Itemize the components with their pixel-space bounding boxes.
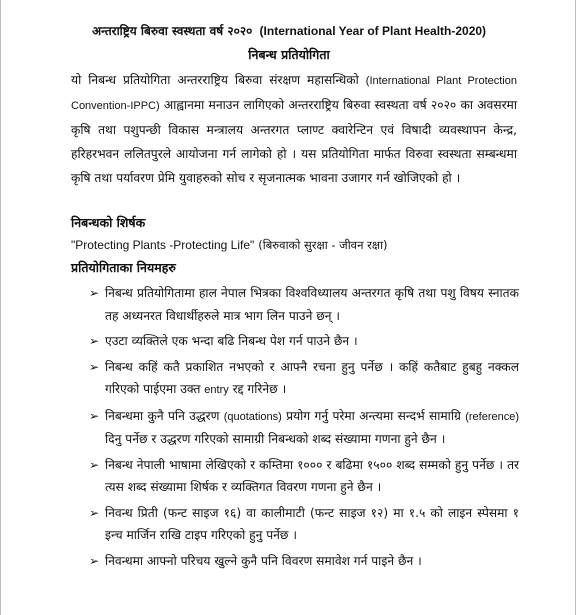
page-subtitle: निबन्ध प्रतियोगिता <box>248 47 330 62</box>
list-item <box>89 550 519 573</box>
arrow-bullet-icon: ➢ <box>89 286 100 300</box>
title-nepali: अन्तराष्ट्रिय बिरुवा स्वस्थता वर्ष २०२० <box>91 24 253 38</box>
rule-text: निवन्ध प्रिती (फन्ट साइज १६) वा कालीमाटी (फन्ट साइज १२) मा १.५ को लाइन स्पेसमा १ इन्च मार्जिन राखि टाइप गरिएको हुनु पर्नेछ । <box>105 505 519 542</box>
list-item <box>89 405 519 451</box>
topic-quote-nepali: (बिरुवाको सुरक्षा - जीवन रक्षा) <box>258 238 388 252</box>
arrow-bullet-icon: ➢ <box>89 408 100 423</box>
topic-quote <box>71 237 388 253</box>
intro-paragraph <box>71 68 517 190</box>
list-item <box>89 502 519 547</box>
rule-text: प्रयोग गर्नु परेमा अन्त्यमा सन्दर्भ सामाग्रि <box>281 408 466 423</box>
rule-text: निवन्धमा आफ्नो परिचय खुल्ने कुनै पनि विवरण समावेश गर्न पाइने छैन । <box>105 553 422 568</box>
rule-text-english: (reference) <box>465 410 519 423</box>
intro-text-ippc: (International Plant Protection Convention-IPPC) <box>71 75 517 112</box>
rule-text: निबन्ध कहिं कतै प्रकाशित नभएको र आफ्नै रचना हुनु पर्नेछ । कहिं कतैबाट हुबहु नक्कल गरिएको पाईएमा उक्त <box>105 359 519 396</box>
topic-quote-english: "Protecting Plants -Protecting Life" <box>71 238 255 252</box>
rules-heading: प्रतियोगिताका नियमहरु <box>71 260 176 275</box>
list-item <box>89 454 519 499</box>
rule-text: निबन्धमा कुनै पनि उद्धरण <box>105 408 224 423</box>
list-item <box>89 282 519 327</box>
rule-text: दिनु पर्नेछ र उद्धरण गरिएको सामाग्री निबन्धको शब्द संख्यामा गणना हुने छैन । <box>105 432 446 446</box>
topic-heading: निबन्धको शिर्षक <box>71 215 146 230</box>
intro-text-2: आह्वानमा मनाउन लागिएको अन्तरराष्ट्रिय बिरुवा स्वस्थता वर्ष २०२० का अवसरमा कृषि तथा पशुपन्छी विकास मन्त्रालय अन्तरगत प्लाण्ट क्वारेन्टिन एवं विषादी व्यवस्थापन केन्द्र, हरिहरभवन ललितपुरले आयोजना गर्न लागेको हो । यस प्रतियोगिता मार्फत विरुवा स्वस्थता सम्बन्धमा कृषि तथा पर्यावरण प्रेमि युवाहरुको सोच र सृजनात्मक भावना उजागर गर्न खोजिएको हो । <box>71 98 517 185</box>
rules-list <box>89 282 519 575</box>
title-english: (International Year of Plant Health-2020) <box>259 24 487 38</box>
rule-text: एउटा व्यक्तिले एक भन्दा बढि निबन्ध पेश गर्न पाउने छैन । <box>105 334 358 348</box>
page-title <box>1 22 576 39</box>
rule-text: रद्द गरिनेछ । <box>228 382 287 396</box>
arrow-bullet-icon: ➢ <box>89 334 100 348</box>
rule-text: निबन्ध प्रतियोगितामा हाल नेपाल भित्रका विश्वविध्यालय अन्तरगत कृषि तथा पशु विषय स्नातक तह अध्यनरत विधार्थीहरुले मात्र भाग लिन पाउने छन् । <box>105 286 519 323</box>
rule-text-english: entry <box>204 384 229 396</box>
arrow-bullet-icon: ➢ <box>89 457 100 472</box>
arrow-bullet-icon: ➢ <box>89 359 100 374</box>
arrow-bullet-icon: ➢ <box>89 505 100 520</box>
rule-text-english: (quotations) <box>223 410 282 423</box>
rule-text: निबन्ध नेपाली भाषामा लेखिएको र कम्तिमा १००० र बढिमा १५०० शब्द सम्मको हुनु पर्नेछ । तर त्यस शब्द संख्यामा शिर्षक र व्यक्तिगत विवरण गणना हुने छैन । <box>105 457 519 494</box>
arrow-bullet-icon: ➢ <box>89 553 100 568</box>
list-item <box>89 330 519 353</box>
intro-text-1: यो निबन्ध प्रतियोगिता अन्तरराष्ट्रिय बिरुवा संरक्षण महासन्धिको <box>71 73 366 87</box>
list-item <box>89 356 519 402</box>
